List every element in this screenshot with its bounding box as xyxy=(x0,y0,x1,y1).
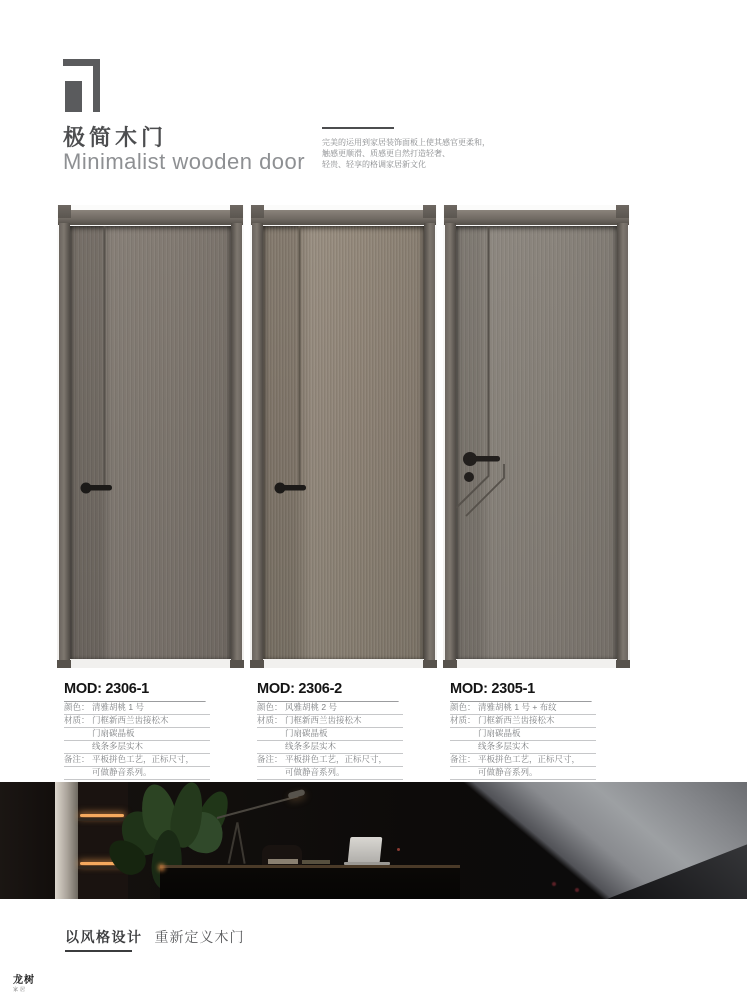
product-card-2305-1 xyxy=(443,205,630,777)
spec-value: 门扇碳晶板 xyxy=(285,728,328,738)
door-frame-foot xyxy=(250,660,264,668)
lifestyle-photo xyxy=(0,782,747,899)
door-leaf xyxy=(456,226,617,659)
spec-label: 材质： xyxy=(64,715,90,725)
spec-value: 线条多层实木 xyxy=(478,741,530,751)
door-frame-jamb xyxy=(445,223,456,663)
door-photo xyxy=(250,205,437,668)
door-photo xyxy=(443,205,630,668)
photo-papers xyxy=(302,860,330,864)
spec-value: 线条多层实木 xyxy=(92,741,144,751)
spec-value: 门扇碳晶板 xyxy=(92,728,135,738)
spec-value: 门框新西兰齿接松木 xyxy=(285,715,362,725)
photo-door-edge xyxy=(55,782,78,899)
slogan-light-text: 重新定义木门 xyxy=(154,929,245,945)
door-frame-cap xyxy=(251,205,264,218)
slogan-underline xyxy=(65,950,132,952)
spec-label: 材质： xyxy=(450,715,476,725)
spec-row xyxy=(257,767,403,780)
photo-wall xyxy=(0,782,62,899)
spec-block xyxy=(257,680,403,780)
door-handle xyxy=(81,483,113,494)
door-frame-foot xyxy=(443,660,457,668)
spec-value: 门扇碳晶板 xyxy=(478,728,521,738)
groove-line xyxy=(466,464,504,516)
spec-value: 清雅胡桃 1 号 xyxy=(92,702,144,712)
brand-subname: 家居 xyxy=(13,987,28,993)
groove-line xyxy=(456,226,489,508)
door-frame-foot xyxy=(423,660,437,668)
door-frame-lintel xyxy=(58,210,243,225)
spec-label: 备注： xyxy=(64,754,90,764)
door-frame-cap xyxy=(423,205,436,218)
intro-text xyxy=(322,137,532,170)
spec-label: 颜色： xyxy=(450,702,476,712)
spec-value: 可做静音系列。 xyxy=(285,767,345,777)
product-card-2306-2 xyxy=(250,205,437,777)
intro-divider xyxy=(322,127,394,129)
spec-row xyxy=(64,767,210,780)
footer-slogan xyxy=(65,927,245,947)
brand-name: 龙树 xyxy=(13,975,35,986)
spec-label: 颜色： xyxy=(257,702,283,712)
spec-value: 线条多层实木 xyxy=(285,741,337,751)
door-logo-panel xyxy=(65,81,82,112)
spec-block xyxy=(64,680,210,780)
door-decoration xyxy=(263,226,424,659)
spec-label: 材质： xyxy=(257,715,283,725)
model-number: MOD: 2306-1 xyxy=(64,680,206,702)
spec-row xyxy=(64,715,210,728)
door-leaf xyxy=(70,226,231,659)
door-frame-jamb xyxy=(617,223,628,663)
door-decoration xyxy=(456,226,617,659)
door-frame-lintel xyxy=(444,210,629,225)
spec-row xyxy=(450,715,596,728)
spec-value: 平板拼色工艺，正标尺寸， xyxy=(285,754,388,764)
spec-value: 门框新西兰齿接松木 xyxy=(478,715,555,725)
door-frame-cap xyxy=(444,205,457,218)
door-frame-jamb xyxy=(231,223,242,663)
slogan-bold-text: 以风格设计 xyxy=(65,929,143,945)
spec-value: 清雅胡桃 1 号 + 布纹 xyxy=(478,702,557,712)
brand-mark xyxy=(13,976,35,993)
page-subtitle: Minimalist wooden door xyxy=(63,149,306,174)
door-logo-right-bar xyxy=(93,59,100,112)
door-frame-cap xyxy=(58,205,71,218)
spec-value: 可做静音系列。 xyxy=(92,767,152,777)
photo-papers xyxy=(268,859,298,864)
spec-value: 门框新西兰齿接松木 xyxy=(92,715,169,725)
door-leaf xyxy=(263,226,424,659)
intro-line: 触感更顺滑、质感更自然打造轻奢、 xyxy=(322,149,450,158)
model-number: MOD: 2305-1 xyxy=(450,680,592,702)
spec-value: 平板拼色工艺，正标尺寸， xyxy=(478,754,581,764)
intro-line: 完美的运用到家居装饰面板上使其感官更柔和， xyxy=(322,138,490,147)
spec-row xyxy=(450,767,596,780)
spec-value: 风雅胡桃 2 号 xyxy=(285,702,337,712)
spec-value: 可做静音系列。 xyxy=(478,767,538,777)
door-frame-foot xyxy=(616,660,630,668)
spec-row xyxy=(257,715,403,728)
door-frame-foot xyxy=(57,660,71,668)
door-frame-cap xyxy=(230,205,243,218)
door-frame-foot xyxy=(230,660,244,668)
spec-label: 备注： xyxy=(257,754,283,764)
page-title: 极简木门 xyxy=(63,125,168,150)
spec-value: 平板拼色工艺，正标尺寸， xyxy=(92,754,195,764)
door-decoration xyxy=(70,226,231,659)
door-handle xyxy=(275,483,307,494)
door-photo xyxy=(57,205,244,668)
model-number: MOD: 2306-2 xyxy=(257,680,399,702)
door-frame-jamb xyxy=(424,223,435,663)
door-logo-icon xyxy=(63,59,100,112)
door-frame-jamb xyxy=(252,223,263,663)
door-frame-lintel xyxy=(251,210,436,225)
door-handle xyxy=(463,452,500,482)
warm-light xyxy=(158,864,165,871)
door-frame-cap xyxy=(616,205,629,218)
product-card-2306-1 xyxy=(57,205,244,777)
spec-label: 颜色： xyxy=(64,702,90,712)
spec-block xyxy=(450,680,596,780)
intro-line: 轻贵、轻享的格调家居新文化 xyxy=(322,160,426,169)
spec-label: 备注： xyxy=(450,754,476,764)
door-frame-jamb xyxy=(59,223,70,663)
